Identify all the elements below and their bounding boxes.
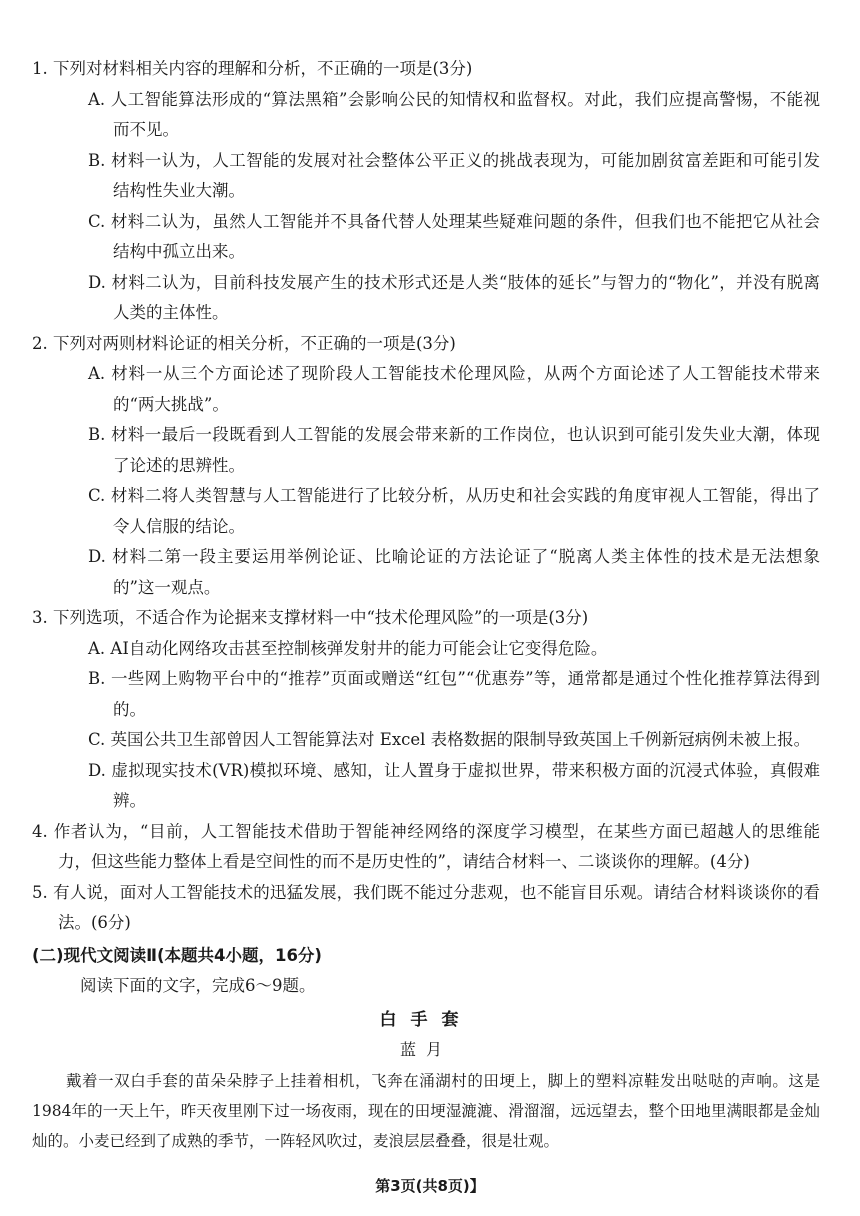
option-a: A. 材料一从三个方面论述了现阶段人工智能技术伦理风险，从两个方面论述了人工智能技术带来的“两大挑战”。 — [88, 364, 820, 414]
option-b: B. 材料一认为，人工智能的发展对社会整体公平正义的挑战表现为，可能加剧贫富差距和可能引发结构性失业大潮。 — [88, 150, 820, 200]
page-footer: 第3页(共8页)】 — [375, 1177, 485, 1195]
question-4 — [32, 817, 820, 878]
question-1 — [32, 54, 820, 329]
question-stem: 5. 有人说，面对人工智能技术的迅猛发展，我们既不能过分悲观，也不能盲目乐观。请结合材料谈谈你的看法。(6分) — [32, 882, 820, 932]
question-2 — [32, 329, 820, 604]
option-a: A. 人工智能算法形成的“算法黑箱”会影响公民的知情权和监督权。对此，我们应提高警惕，不能视而不见。 — [88, 89, 820, 139]
option-c: C. 材料二将人类智慧与人工智能进行了比较分析，从历史和社会实践的角度审视人工智能，得出了令人信服的结论。 — [88, 486, 820, 536]
question-stem: 3. 下列选项，不适合作为论据来支撑材料一中“技术伦理风险”的一项是(3分) — [32, 608, 589, 627]
section-instruction: 阅读下面的文字，完成6～9题。 — [80, 976, 316, 995]
option-d: D. 材料二第一段主要运用举例论证、比喻论证的方法论证了“脱离人类主体性的技术是无法想象的”这一观点。 — [88, 547, 820, 597]
option-a: A. AI自动化网络攻击甚至控制核弹发射井的能力可能会让它变得危险。 — [88, 638, 608, 658]
option-b: B. 材料一最后一段既看到人工智能的发展会带来新的工作岗位，也认识到可能引发失业大潮，体现了论述的思辨性。 — [88, 425, 820, 475]
question-stem: 4. 作者认为，“目前，人工智能技术借助于智能神经网络的深度学习模型，在某些方面已超越人的思维能力，但这些能力整体上看是空间性的而不是历史性的”，请结合材料一、二谈谈你的理解。(4分) — [32, 821, 820, 871]
question-stem: 1. 下列对材料相关内容的理解和分析，不正确的一项是(3分) — [32, 59, 473, 78]
section-heading: (二)现代文阅读Ⅱ(本题共4小题，16分) — [32, 945, 322, 965]
question-3 — [32, 603, 820, 817]
passage-paragraph: 戴着一双白手套的苗朵朵脖子上挂着相机，飞奔在涌湖村的田埂上，脚上的塑料凉鞋发出哒哒的声响。这是1984年的一天上午，昨天夜里刚下过一场夜雨，现在的田埂湿漉漉、滑溜溜，远远望去，整个田地里满眼都是金灿灿的。小麦已经到了成熟的季节，一阵轻风吹过，麦浪层层叠叠，很是壮观。 — [32, 1071, 820, 1150]
question-5 — [32, 878, 820, 939]
option-d: D. 虚拟现实技术(VR)模拟环境、感知，让人置身于虚拟世界，带来积极方面的沉浸式体验，真假难辨。 — [88, 760, 820, 810]
passage-author: 蓝月 — [399, 1039, 452, 1059]
passage-title: 白手套 — [379, 1009, 473, 1030]
option-b: B. 一些网上购物平台中的“推荐”页面或赠送“红包”“优惠券”等，通常都是通过个性化推荐算法得到的。 — [88, 669, 820, 719]
option-c: C. 英国公共卫生部曾因人工智能算法对 Excel 表格数据的限制导致英国上千例新冠病例未被上报。 — [88, 730, 811, 749]
option-d: D. 材料二认为，目前科技发展产生的技术形式还是人类“肢体的延长”与智力的“物化”，并没有脱离人类的主体性。 — [88, 272, 820, 322]
option-c: C. 材料二认为，虽然人工智能并不具备代替人处理某些疑难问题的条件，但我们也不能把它从社会结构中孤立出来。 — [88, 211, 820, 261]
question-stem: 2. 下列对两则材料论证的相关分析，不正确的一项是(3分) — [32, 333, 456, 353]
